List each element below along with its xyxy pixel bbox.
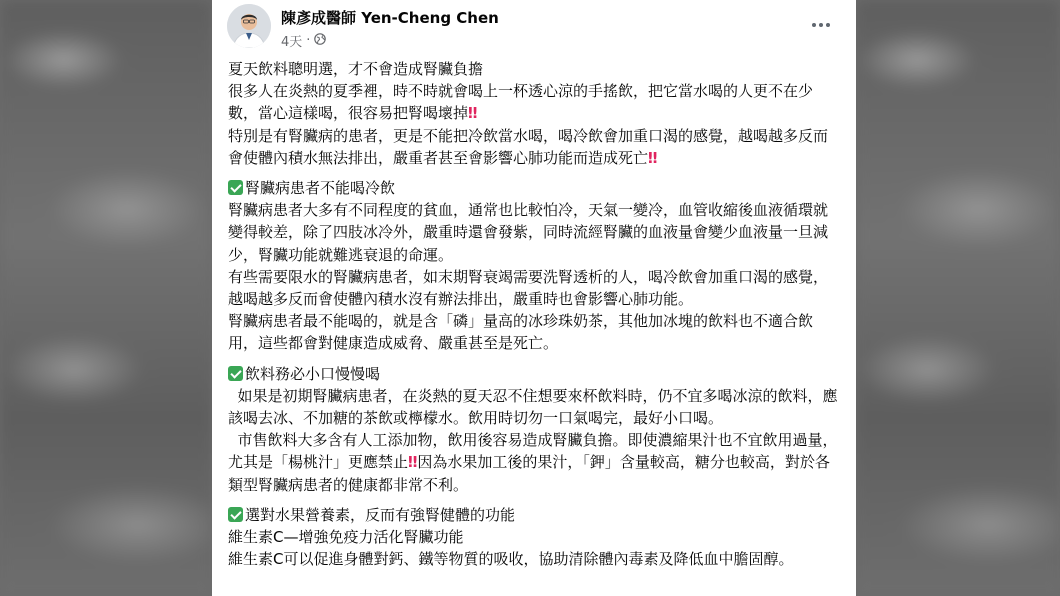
section-paragraph: 維生素C可以促進身體對鈣、鐵等物質的吸收，協助清除體內毒素及降低血中膽固醇。 bbox=[228, 550, 794, 569]
section-heading: 飲料務必小口慢慢喝 bbox=[228, 363, 840, 385]
section-paragraph: 腎臟病患者大多有不同程度的貧血，通常也比較怕冷，天氣一變冷，血管收縮後血液循環就變得較差，除了四肢冰冷外，嚴重時還會發紫，同時流經腎臟的血液量會變少血液量一旦減少，腎臟功能就難逃衰退的命運。 bbox=[228, 201, 829, 264]
author-name[interactable]: 陳彥成醫師 Yen-Cheng Chen bbox=[281, 9, 499, 27]
avatar[interactable] bbox=[227, 4, 271, 48]
section-paragraph: 如果是初期腎臟病患者，在炎熱的夏天忍不住想要來杯飲料時，仍不宜多喝冰涼的飲料，應該喝去冰、不加糖的茶飲或檸檬水。飲用時切勿一口氣喝完，最好小口喝。 bbox=[228, 386, 838, 428]
post-time[interactable]: 4天 bbox=[281, 35, 303, 50]
double-exclamation-icon: ‼ bbox=[408, 453, 416, 472]
post-meta bbox=[281, 31, 326, 50]
section-paragraph: 市售飲料大多含有人工添加物，飲用後容易造成腎臟負擔。即使濃縮果汁也不宜飲用過量，尤其是「楊桃汁」更應禁止‼ 因為水果加工後的果汁，「鉀」含量較高，糖分也較高，對於各類型腎臟病患者的健康都非常不利。 bbox=[228, 431, 838, 494]
section-subheading: 維生素C—增強免疫力活化腎臟功能 bbox=[228, 528, 464, 547]
more-horizontal-icon[interactable] bbox=[809, 13, 833, 37]
check-mark-icon bbox=[228, 180, 243, 195]
meta-separator: · bbox=[306, 33, 311, 48]
double-exclamation-icon: ‼ bbox=[648, 148, 656, 167]
section-heading: 腎臟病患者不能喝冷飲 bbox=[228, 177, 840, 199]
post-title: 夏天飲料聰明選，才不會造成腎臟負擔 bbox=[228, 60, 484, 78]
post-body bbox=[228, 58, 840, 570]
post-intro-1: 很多人在炎熱的夏季裡，時不時就會喝上一杯透心涼的手搖飲，把它當水喝的人更不在少數，當心這樣喝，很容易把腎喝壞掉‼ bbox=[228, 82, 814, 123]
section-heading: 選對水果營養素，反而有強腎健體的功能 bbox=[228, 504, 840, 526]
globe-icon bbox=[314, 33, 326, 49]
check-mark-icon bbox=[228, 507, 243, 522]
section-paragraph: 腎臟病患者最不能喝的，就是含「磷」量高的冰珍珠奶茶，其他加冰塊的飲料也不適合飲用，這些都會對健康造成威脅、嚴重甚至是死亡。 bbox=[228, 312, 814, 353]
post-intro-2: 特別是有腎臟病的患者，更是不能把冷飲當水喝，喝冷飲會加重口渴的感覺，越喝越多反而會使體內積水無法排出，嚴重者甚至會影響心肺功能而造成死亡‼ bbox=[228, 126, 829, 167]
blurred-background-right bbox=[856, 0, 1060, 596]
blurred-background-left bbox=[0, 0, 212, 596]
double-exclamation-icon: ‼ bbox=[468, 104, 476, 123]
section-paragraph: 有些需要限水的腎臟病患者，如末期腎衰竭需要洗腎透析的人，喝冷飲會加重口渴的感覺，越喝越多反而會使體內積水沒有辦法排出，嚴重時也會影響心肺功能。 bbox=[228, 267, 829, 309]
facebook-post bbox=[212, 0, 856, 596]
check-mark-icon bbox=[228, 366, 243, 381]
